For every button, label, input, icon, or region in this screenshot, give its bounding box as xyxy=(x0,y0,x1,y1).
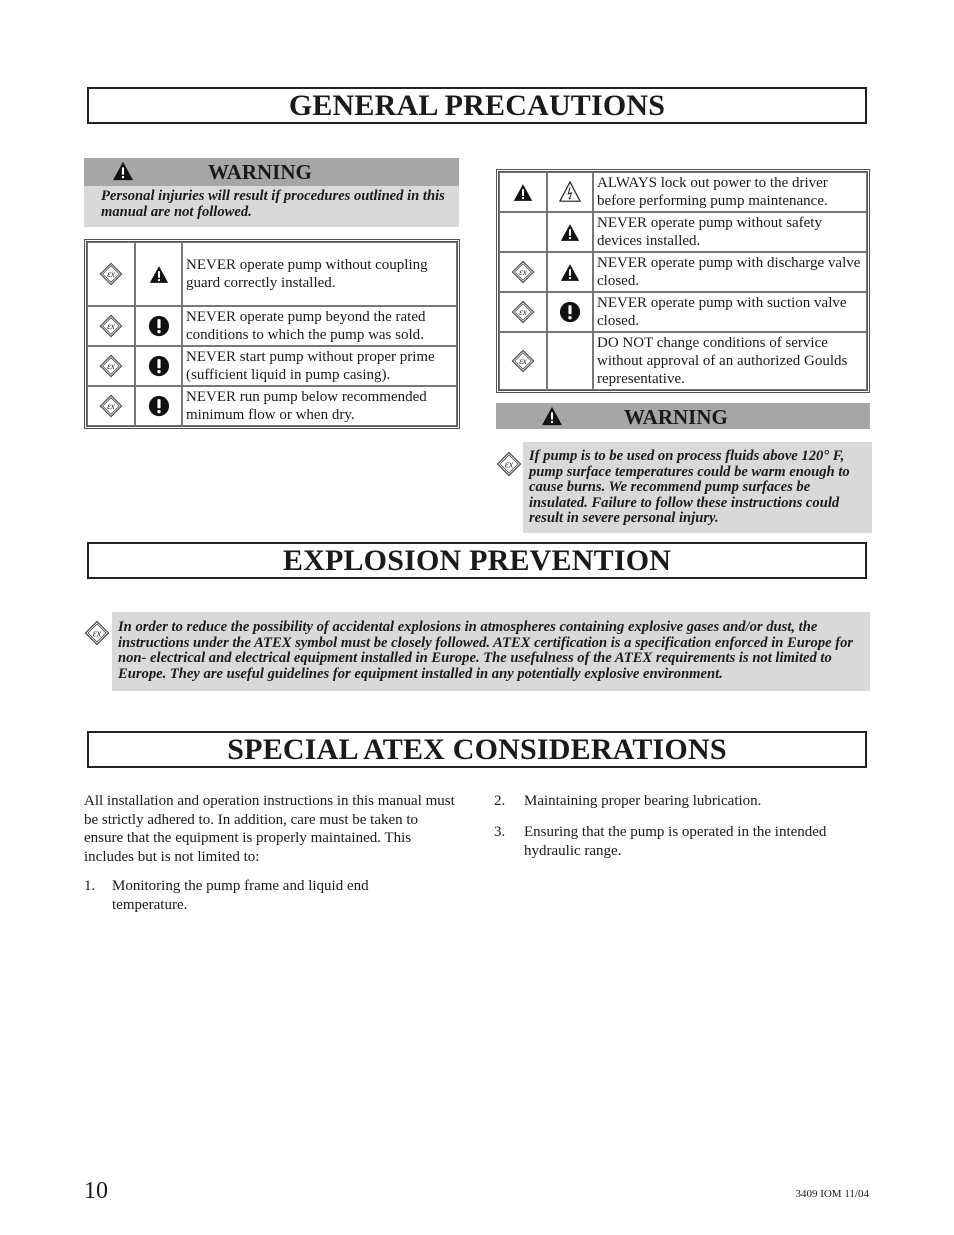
icon-cell xyxy=(499,292,547,332)
warning-message-2-text: If pump is to be used on process fluids above 120° F, pump surface temperatures could be warm enough to cause burns. We recommend pump surfaces be insulated. Failure to follow these instructions could result in severe personal injury. xyxy=(529,448,850,527)
exclamation-circle-icon xyxy=(559,301,581,323)
list-item xyxy=(84,877,460,917)
list-item-text: Maintaining proper bearing lubrication. xyxy=(524,793,762,809)
warning-message xyxy=(84,186,459,227)
page-number: 10 xyxy=(84,1178,108,1204)
precautions-table-left xyxy=(84,239,460,429)
warning-message-text: Personal injuries will result if procedures outlined in this manual are not followed. xyxy=(101,188,445,220)
table-row xyxy=(499,252,867,292)
icon-cell xyxy=(547,292,593,332)
table-row xyxy=(499,172,867,212)
icon-cell xyxy=(135,386,182,426)
icon-cell xyxy=(135,242,182,306)
section-title-special-atex: SPECIAL ATEX CONSIDERATIONS xyxy=(87,731,867,768)
list-item-number: 3. xyxy=(494,824,506,840)
warning-label-2: WARNING xyxy=(624,405,728,429)
electrical-hazard-icon xyxy=(559,181,581,203)
table-row xyxy=(87,346,457,386)
caution-triangle-icon xyxy=(560,263,580,282)
icon-cell xyxy=(87,242,135,306)
table-row xyxy=(499,332,867,390)
explosion-prevention-text: In order to reduce the possibility of accidental explosions in atmospheres containing explosive gases and/or dust, the instructions under the ATEX symbol must be closely followed. ATEX certification is a specification enforced in Europe for non- electrical and electrical equipment installed in Europe. The usefulness of the ATEX requirements is not limited to Europe. They are useful guidelines for equipment installed in any potentially explosive environment. xyxy=(118,619,854,682)
icon-cell xyxy=(87,346,135,386)
icon-cell xyxy=(499,252,547,292)
warning-header-2 xyxy=(496,403,870,429)
caution-triangle-icon xyxy=(541,406,563,426)
icon-cell xyxy=(547,212,593,252)
list-item-number: 2. xyxy=(494,793,506,809)
list-item xyxy=(494,792,870,812)
caution-triangle-icon xyxy=(112,161,134,181)
table-row xyxy=(499,212,867,252)
precaution-text: ALWAYS lock out power to the driver before performing pump maintenance. xyxy=(593,172,867,212)
table-row xyxy=(87,306,457,346)
icon-cell xyxy=(135,346,182,386)
table-row xyxy=(87,386,457,426)
ex-icon xyxy=(99,314,123,338)
caution-triangle-icon xyxy=(149,265,169,284)
icon-cell xyxy=(547,332,593,390)
precaution-text: DO NOT change conditions of service without approval of an authorized Goulds representative. xyxy=(593,332,867,390)
table-row xyxy=(87,242,457,306)
ex-icon xyxy=(99,262,123,286)
precaution-text: NEVER operate pump with discharge valve closed. xyxy=(593,252,867,292)
warning-label: WARNING xyxy=(208,160,312,184)
precaution-text: NEVER start pump without proper prime (sufficient liquid in pump casing). xyxy=(182,346,457,386)
document-code: 3409 IOM 11/04 xyxy=(795,1188,869,1200)
list-item xyxy=(494,823,870,863)
icon-cell xyxy=(87,386,135,426)
section-title-general-precautions: GENERAL PRECAUTIONS xyxy=(87,87,867,124)
precaution-text: NEVER operate pump beyond the rated conditions to which the pump was sold. xyxy=(182,306,457,346)
warning-message-2 xyxy=(523,442,872,533)
ex-icon xyxy=(511,349,535,373)
exclamation-circle-icon xyxy=(148,315,170,337)
ex-icon xyxy=(511,300,535,324)
icon-cell xyxy=(135,306,182,346)
icon-cell xyxy=(499,172,547,212)
ex-icon xyxy=(99,354,123,378)
exclamation-circle-icon xyxy=(148,355,170,377)
precautions-table-right xyxy=(496,169,870,393)
ex-icon xyxy=(84,620,110,646)
ex-icon xyxy=(511,260,535,284)
ex-icon xyxy=(496,451,522,477)
caution-triangle-icon xyxy=(513,183,533,202)
table-row xyxy=(499,292,867,332)
precaution-text: NEVER operate pump with suction valve closed. xyxy=(593,292,867,332)
precaution-text: NEVER run pump below recommended minimum flow or when dry. xyxy=(182,386,457,426)
list-item-text: Monitoring the pump frame and liquid end temperature. xyxy=(112,878,369,913)
icon-cell xyxy=(499,212,547,252)
atex-intro-paragraph: All installation and operation instructions in this manual must be strictly adhered to. In addition, care must be taken to ensure that the equipment is properly maintained. This includes but is not limited to: xyxy=(84,793,455,865)
precaution-text: NEVER operate pump without coupling guard correctly installed. xyxy=(182,242,457,306)
exclamation-circle-icon xyxy=(148,395,170,417)
caution-triangle-icon xyxy=(560,223,580,242)
icon-cell xyxy=(547,172,593,212)
icon-cell xyxy=(499,332,547,390)
icon-cell xyxy=(87,306,135,346)
precaution-text: NEVER operate pump without safety devices installed. xyxy=(593,212,867,252)
section-title-explosion-prevention: EXPLOSION PREVENTION xyxy=(87,542,867,579)
list-item-number: 1. xyxy=(84,878,96,894)
list-item-text: Ensuring that the pump is operated in the intended hydraulic range. xyxy=(524,824,827,859)
icon-cell xyxy=(547,252,593,292)
explosion-prevention-note xyxy=(112,612,870,691)
warning-header xyxy=(84,158,459,186)
ex-icon xyxy=(99,394,123,418)
